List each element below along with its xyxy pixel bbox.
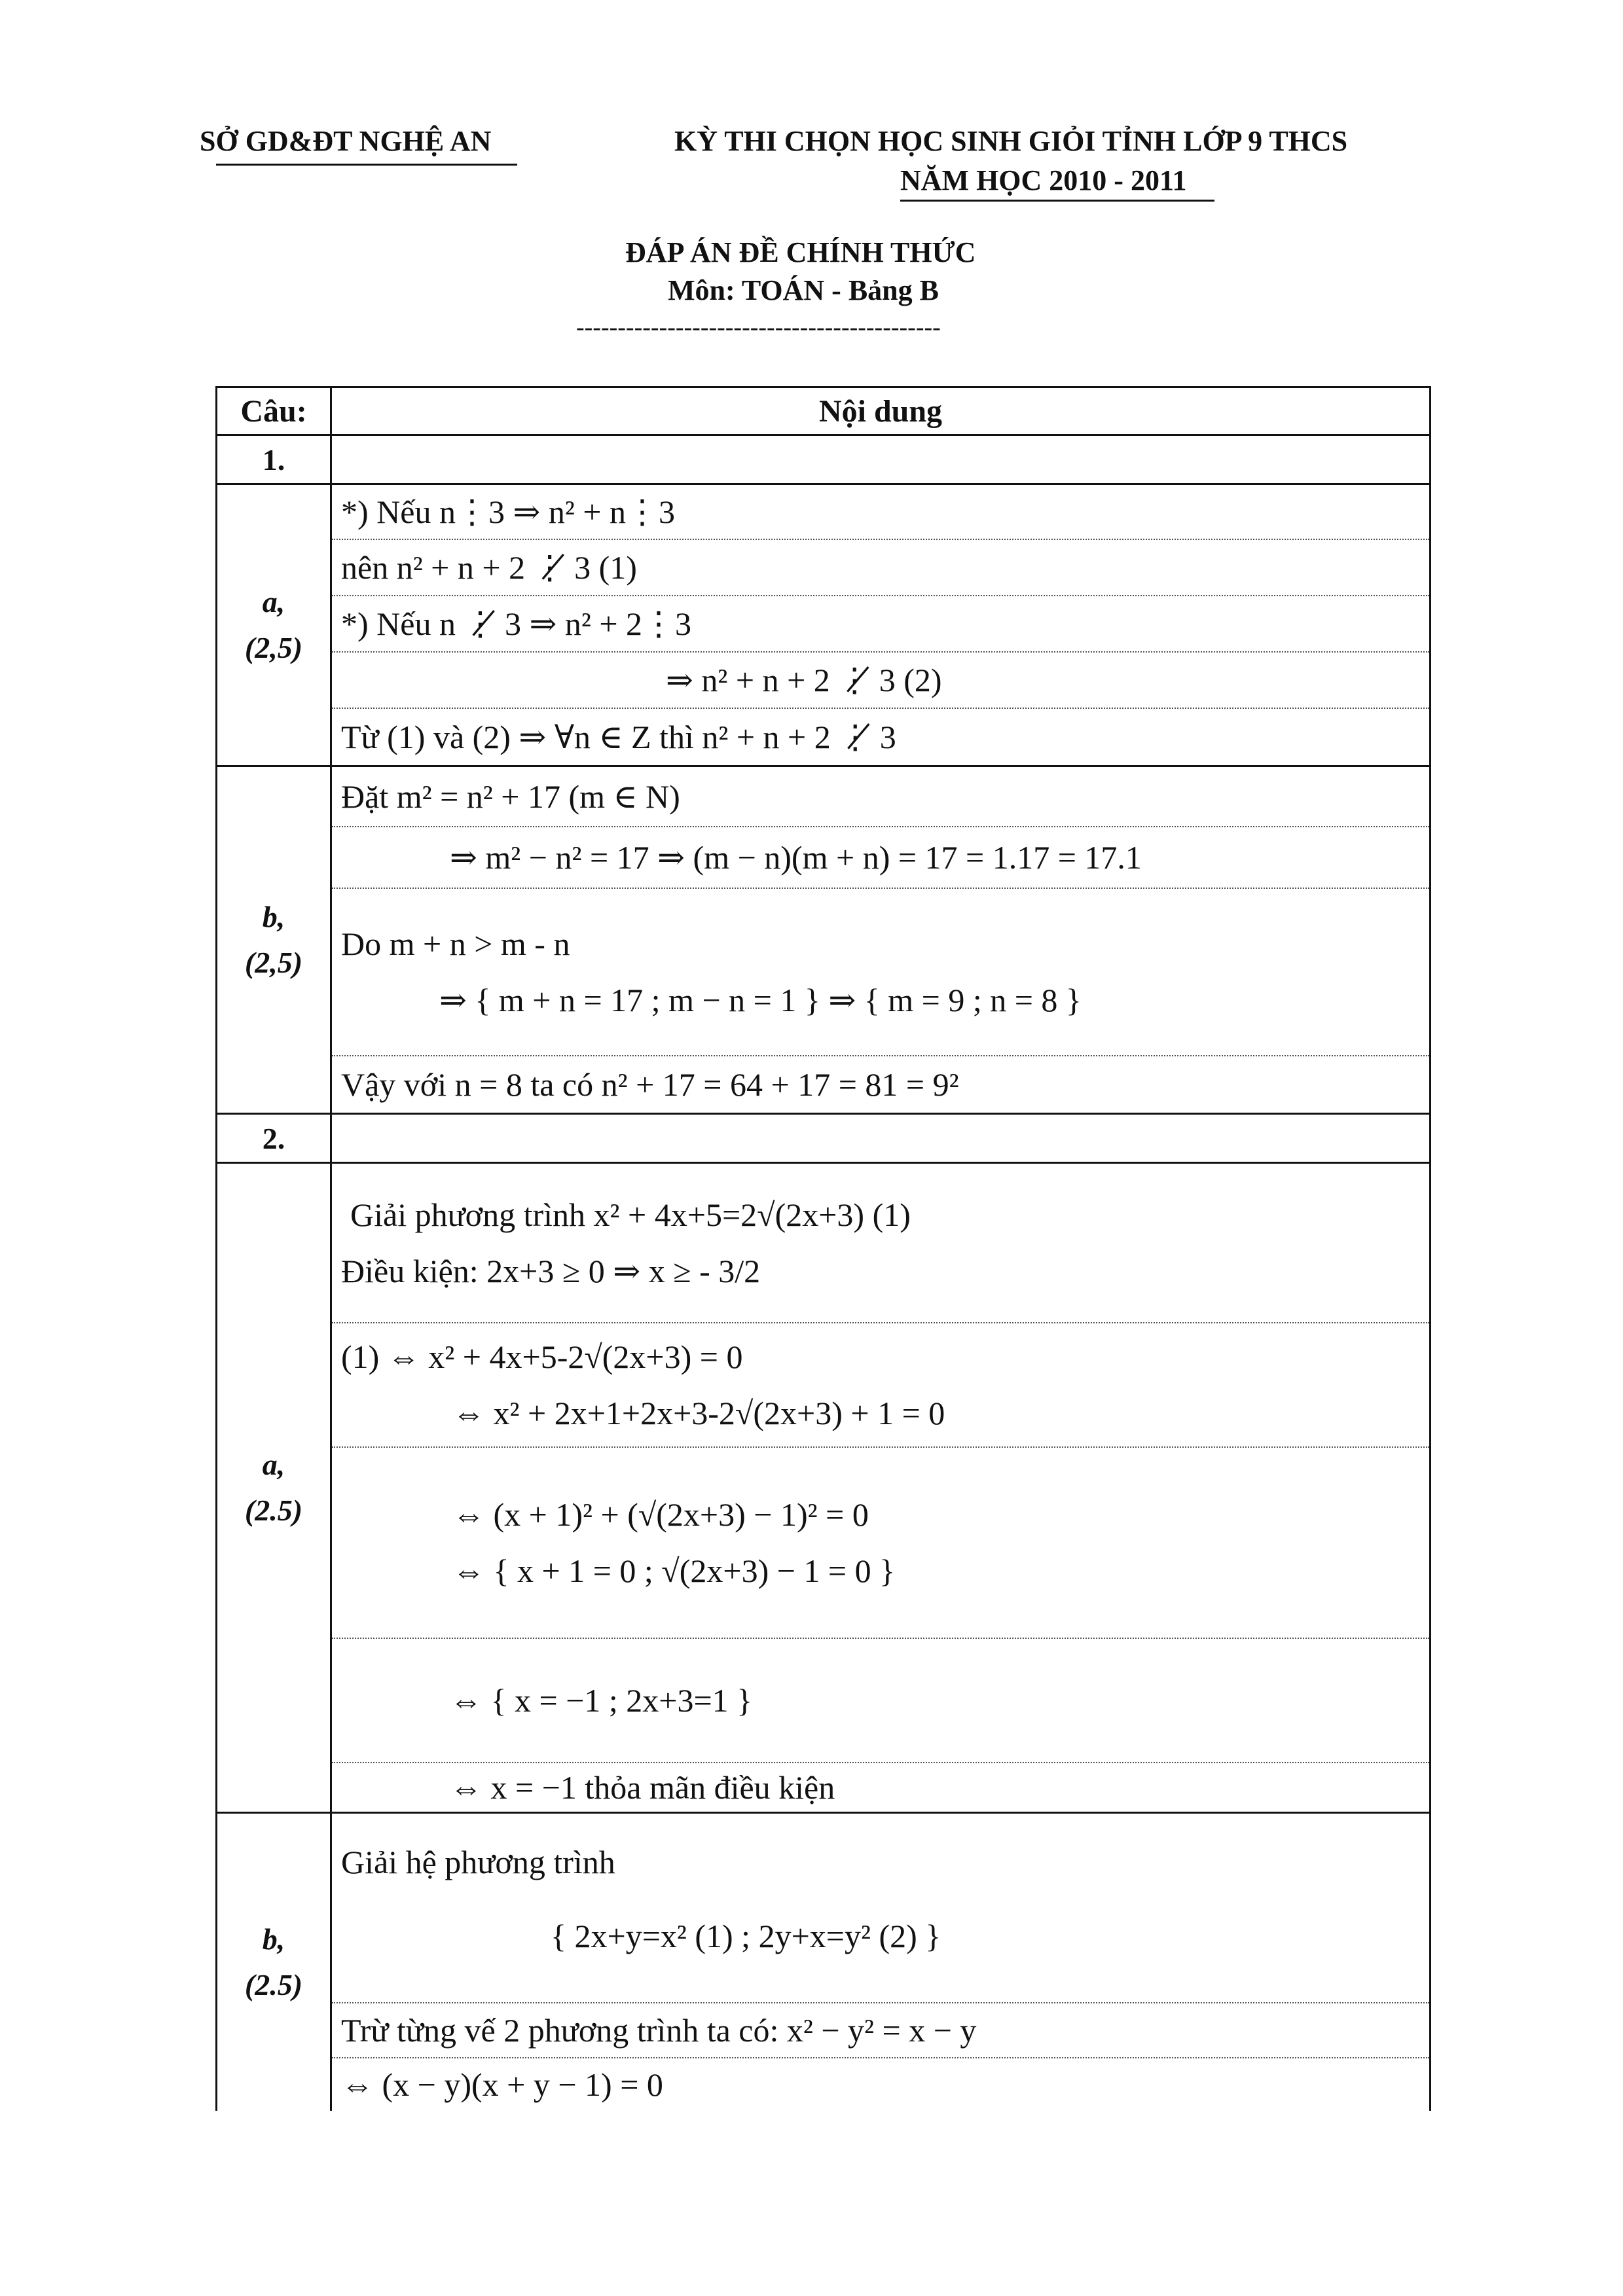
solution-line: Giải hệ phương trình (341, 1844, 615, 1880)
part-points: (2,5) (244, 631, 303, 664)
solution-line: ⇔ { x = −1 ; 2x+3=1 } (332, 1639, 1429, 1763)
part-label: a, (262, 585, 285, 619)
part-label-cell (217, 484, 331, 766)
solution-line: ⇔ (x + 1)² + (√(2x+3) − 1)² = 0 (452, 1496, 869, 1533)
solution-line: ⇔ { x + 1 = 0 ; √(2x+3) − 1 = 0 } (452, 1552, 896, 1589)
part-row-1a (217, 484, 1431, 766)
doc-title: ĐÁP ÁN ĐỀ CHÍNH THỨC (625, 236, 976, 268)
solution-line: { 2x+y=x² (1) ; 2y+x=y² (2) } (551, 1918, 941, 1954)
subject-line: Môn: TOÁN - Bảng B (668, 274, 939, 306)
part-content (331, 484, 1431, 766)
solution-block (332, 1164, 1429, 1323)
solution-line: *) Nếu n⋮3 ⇒ n² + n⋮3 (332, 485, 1429, 540)
solution-line: Giải phương trình x² + 4x+5=2√(2x+3) (1) (350, 1196, 911, 1233)
part-label: a, (262, 1448, 285, 1481)
question-empty-cell (331, 1114, 1431, 1163)
part-row-1b (217, 766, 1431, 1114)
solution-line: (1) ⇔ x² + 4x+5-2√(2x+3) = 0 (341, 1338, 743, 1375)
solution-block (332, 1448, 1429, 1639)
solution-line: ⇔ x = −1 thỏa mãn điều kiện (450, 1769, 835, 1806)
question-empty-cell (331, 435, 1431, 484)
solution-line: ⇒ { m + n = 17 ; m − n = 1 } ⇒ { m = 9 ; n = 8 } (439, 982, 1082, 1018)
solution-line: Do m + n > m - n (341, 925, 570, 962)
question-number: 1. (217, 435, 331, 484)
part-label-cell (217, 1163, 331, 1813)
solution-block (332, 1323, 1429, 1448)
question-row-1 (217, 435, 1431, 484)
part-label: b, (262, 1922, 285, 1956)
part-content (331, 766, 1431, 1114)
answer-table (215, 386, 1431, 2111)
part-content (331, 1813, 1431, 2111)
question-row-2 (217, 1114, 1431, 1163)
part-label: b, (262, 900, 285, 933)
solution-line: Vậy với n = 8 ta có n² + 17 = 64 + 17 = 81 = 9² (341, 1066, 959, 1103)
solution-block (332, 1814, 1429, 2003)
solution-line: ⇒ n² + n + 2 ⋮̸ 3 (2) (332, 653, 1429, 709)
part-label-cell (217, 1813, 331, 2111)
part-content (331, 1163, 1431, 1813)
part-points: (2,5) (244, 946, 303, 979)
solution-line: Từ (1) và (2) ⇒ ∀n ∈ Z thì n² + n + 2 ⋮̸ 3 (341, 719, 896, 755)
col-content-header: Nội dung (331, 387, 1431, 435)
part-row-2b (217, 1813, 1431, 2111)
department-name: SỞ GD&ĐT NGHỆ AN (200, 125, 492, 157)
solution-line: Trừ từng vế 2 phương trình ta có: x² − y² = x − y (332, 2003, 1429, 2058)
question-number: 2. (217, 1114, 331, 1163)
solution-line: ⇒ m² − n² = 17 ⇒ (m − n)(m + n) = 17 = 1.17 = 17.1 (332, 827, 1429, 889)
solution-line: Đặt m² = n² + 17 (m ∈ N) (332, 767, 1429, 827)
school-year: NĂM HỌC 2010 - 2011 (900, 164, 1187, 196)
solution-line: *) Nếu n ⋮̸ 3 ⇒ n² + 2⋮3 (332, 596, 1429, 653)
part-label-cell (217, 766, 331, 1114)
school-year-underline (900, 200, 1214, 202)
part-points: (2.5) (244, 1968, 303, 2001)
separator-line: -------------------------------------------- (576, 314, 941, 341)
solution-block (332, 889, 1429, 1056)
solution-line: Điều kiện: 2x+3 ≥ 0 ⇒ x ≥ - 3/2 (341, 1253, 761, 1289)
solution-line: ⇔ (x − y)(x + y − 1) = 0 (341, 2066, 663, 2103)
col-question-header: Câu: (217, 387, 331, 435)
solution-line: ⇔ x² + 2x+1+2x+3-2√(2x+3) + 1 = 0 (452, 1395, 945, 1431)
part-points: (2.5) (244, 1494, 303, 1527)
department-underline (216, 164, 517, 166)
table-header-row (217, 387, 1431, 435)
solution-line: nên n² + n + 2 ⋮̸ 3 (1) (332, 540, 1429, 596)
part-row-2a (217, 1163, 1431, 1813)
exam-title: KỲ THI CHỌN HỌC SINH GIỎI TỈNH LỚP 9 THCS (674, 125, 1348, 157)
